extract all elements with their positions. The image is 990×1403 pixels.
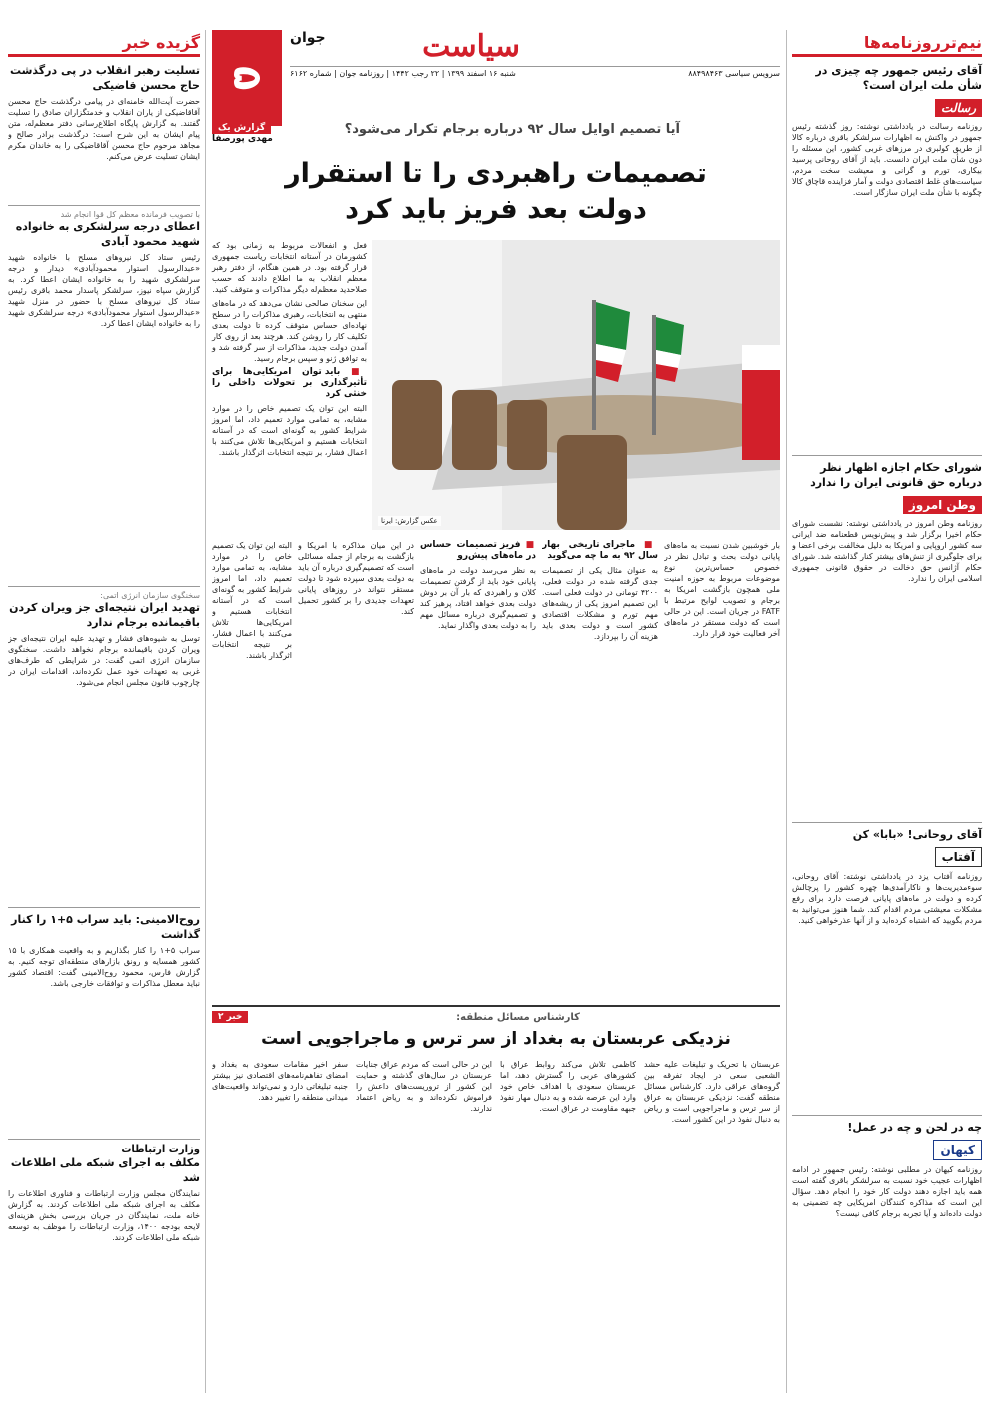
author: مهدی پورصفا — [212, 134, 273, 144]
left-item-1-body: حضرت آیت‌الله خامنه‌ای در پیامی درگذشت حاج محسن آقاقاضیکی از یاران انقلاب و خدمتگزاران صادق را تسلیت گفتند. به گزارش پایگاه اطلاع‌رسانی دفتر معظم‌له، متن پیام ایشان به این شرح است: درگذشت برادر صالح و مجاهد مرحوم حاج محسن آقاقاضیکی را به خاندان مکرم ایشان تسلیت عرض می‌کنم. — [8, 97, 200, 161]
bottom-col-1: عربستان با تحریک و تبلیغات علیه حشد الشعبی سعی در ایجاد تفرقه بین گروه‌های عراقی دارد. کارشناس مسائل منطقه گفت: نزدیکی عربستان به عراق از سر ترس و ماجراجویی است و ریاض به دنبال نفوذ در این کشور است. — [644, 1060, 780, 1124]
left-item-2-body: رئیس ستاد کل نیروهای مسلح با خانواده شهید «عبدالرسول استوار محمودآبادی» دیدار و درجه سرلشکری شهید را به خانواده ایشان اعطا کرد. به گزارش سپاه نیوز، سرلشکر پاسدار محمد باقری رئیس ستاد کل نیروهای مسلح با حضور در منزل شهید «عبدالرسول استوار محمودآبادی» درجه سرلشکری شهید را به خانواده ایشان اعطا کرد. — [8, 253, 200, 328]
right-item-1-body: روزنامه رسالت در یادداشتی نوشته: روز گذشته رئیس جمهور در واکنش به اظهارات سرلشکر باقری درباره کالا از طریق کولبری در مرزهای غربی کشور، این مسئله را دون شأن ملت ایران دانست. باید از آقای روحانی پرسید بیکاری، تورم و گرانی و معیشت سخت مردم، سیاست‌های غلط اقتصادی دولت و آمار فزاینده قاچاق کالا چگونه با شأن ملت ایران سازگار است. — [792, 122, 982, 197]
left-item-2 — [8, 210, 200, 582]
right-section-header — [792, 30, 982, 57]
main-body-col6: در این میان مذاکره با امریکا و بازگشت به برجام از جمله مسائلی است که تصمیم‌گیری درباره آن باید به دولت بعدی سپرده شود تا دولت مستقر نتواند در روزهای پایانی تعهدات جدیدی را بر کشور تحمیل کند. — [298, 541, 414, 616]
right-item-3-body: روزنامه آفتاب یزد در یادداشتی نوشته: آقای روحانی، سوءمدیریت‌ها و ناکارآمدی‌ها چهره کشور را پرچالش کرده و دولت در ماه‌های پایانی فرصت دارد برای رفع مشکلات معیشتی مردم اقدام کند. شما هنوز می‌توانید به مردم بگویید که اشتباه کرده‌اید و از آنها عذرخواهی کنید. — [792, 872, 982, 925]
left-item-5 — [8, 1144, 200, 1298]
left-item-2-kicker: با تصویب فرمانده معظم کل قوا انجام شد — [60, 210, 200, 219]
left-item-4 — [8, 912, 200, 1135]
main-body-col5: به نظر می‌رسد دولت در ماه‌های پایانی خود باید از گرفتن تصمیمات کلان و راهبردی که بار آن بر دوش دولت بعدی خواهد افتاد، پرهیز کند و تصمیم‌گیری درباره مسائل مهم را به دولت بعدی واگذار نماید. — [420, 566, 536, 630]
bottom-tag: خبر ۲ — [212, 1011, 248, 1023]
photo-caption: عکس گزارش: ایرنا — [378, 516, 441, 526]
section-title: سیاست — [422, 29, 520, 64]
subhead-1: ■ باید توان امریکایی‌ها برای تأثیرگذاری بر تحولات داخلی را خنثی کرد — [212, 367, 367, 400]
report-tag: گزارش یک — [212, 122, 271, 134]
left-item-3-headline: تهدید ایران نتیجه‌ای جز ویران کردن باقیمانده برجام ندارد — [9, 601, 200, 629]
masthead — [290, 30, 780, 90]
left-section-label: گزیده خبر — [122, 32, 200, 52]
bottom-col-3: این در حالی است که مردم عراق جنایات عربستان در سال‌های گذشته و حمایت این کشور از تروریست‌های داعش را فراموش نکرده‌اند و به ریاض اعتماد ندارند. — [356, 1060, 492, 1113]
left-item-3 — [8, 591, 200, 903]
dateline: شنبه ۱۶ اسفند ۱۳۹۹ | ۲۲ رجب ۱۴۴۲ | روزنامه جوان | شماره ۶۱۶۲ — [290, 69, 516, 78]
right-item-4-body: روزنامه کیهان در مطلبی نوشته: رئیس جمهور در ادامه اظهارات عجیب خود نسبت به سرلشکر باقری گفته است همه باید اجازه دهند دولت کار خود را انجام دهد. سؤال این است که مذاکره کنندگان امریکایی چه تضمینی به دولت داده‌اند و آیا تجربه برجام کافی نیست؟ — [792, 1165, 982, 1218]
main-body-col4: به عنوان مثال یکی از تصمیمات جدی گرفته شده در دولت فعلی، ۴۲۰۰ تومانی در دولت فعلی است. این تصمیم امروز یکی از ریشه‌های مهم تورم و مشکلات اقتصادی کشور است و دولت بعدی باید هزینه آن را بپردازد. — [542, 566, 658, 641]
main-body-col3: بار خوشبین شدن نسبت به ماه‌های پایانی دولت بحث و تبادل نظر در خصوص حساس‌ترین نوع موضوعات مربوط به حوزه امنیت ملی همچون بازگشت امریکا به برجام و تصویب لوایح مرتبط با FATF در جریان است. این در حالی است که دولت مستقر در ماه‌های آخر فعالیت خود قرار دارد. — [664, 541, 780, 638]
bottom-story — [212, 1005, 780, 1349]
main-body-column-3 — [664, 540, 780, 980]
left-item-5-headline: مکلف به اجرای شبکه ملی اطلاعات شد — [10, 1156, 200, 1184]
left-item-5-body: نمایندگان مجلس وزارت ارتباطات و فناوری اطلاعات را مکلف به اجرای شبکه ملی اطلاعات کردند. به گزارش خانه ملت، نمایندگان در جریان بررسی بخش هزینه‌ای لایحه بودجه ۱۴۰۰، وزارت ارتباطات را موظف به توسعه شبکه ملی اطلاعات کردند. — [8, 1189, 200, 1242]
newspaper-logo — [212, 30, 282, 126]
left-item-1-headline: تسلیت رهبر انقلاب در پی درگذشت حاج محسن قاضیکی — [9, 64, 200, 92]
logo-text: جوان — [290, 30, 326, 46]
left-section-header — [8, 30, 200, 57]
column-rule-right — [786, 30, 787, 1393]
left-item-4-headline: روح‌الامینی: باید سراب ۵+۱ را کنار گذاشت — [11, 913, 200, 941]
left-item-5-kicker: وزارت ارتباطات — [121, 1144, 200, 1155]
main-kicker: آیا تصمیم اوایل سال ۹۲ درباره برجام تکرار می‌شود؟ — [344, 122, 680, 137]
right-item-4-headline: چه در لحن و چه در عمل! — [847, 1121, 982, 1134]
main-body-b: البته این توان یک تصمیم خاص را در موارد مشابه، به تمامی موارد تعمیم داد، اما امروز شرایط کشور به گونه‌ای است که در آستانه انتخابات هستیم و امریکایی‌ها تلاش می‌کنند با اعمال فشار، بر نتیجه انتخابات اثرگذار باشند. — [212, 404, 367, 457]
main-story — [212, 115, 780, 228]
service-phone: سرویس سیاسی ۸۸۴۹۸۴۶۳ — [688, 69, 780, 78]
main-body-column-5 — [420, 540, 536, 980]
bottom-kicker: کارشناس مسائل منطقه: — [456, 1011, 580, 1023]
meeting-room-illustration — [372, 240, 780, 530]
main-body-column-1 — [212, 240, 367, 461]
bottom-col-2: کاظمی تلاش می‌کند روابط عراق با کشورهای عربی را گسترش دهد، اما عربستان سعودی با اهداف خاص خود وارد این عرصه شده و به دنبال مهار نفوذ جبهه مقاومت در عراق است. — [500, 1060, 636, 1113]
right-item-2-headline: شورای حکام اجازه اظهار نظر درباره حق قانونی ایران را ندارد — [810, 461, 982, 489]
right-section-label: نیم‌ترروزنامه‌ها — [863, 32, 982, 52]
right-item-1 — [792, 63, 982, 451]
bottom-col-4: سفر اخیر مقامات سعودی به بغداد و امضای تفاهم‌نامه‌های اقتصادی نیز بیشتر جنبه تبلیغاتی دارد و نمی‌تواند واقعیت‌های میدانی منطقه را تغییر دهد. — [212, 1060, 348, 1102]
source-logo-resalat: رسالت — [935, 99, 982, 117]
main-lead: فعل و انفعالات مربوط به زمانی بود که کشورمان در آستانه انتخابات ریاست جمهوری قرار گرفته بود. در همین هنگام، از دفتر رهبر معظم انقلاب به ما اطلاع دادند که حسب صلاحدید معظم‌له دیگر مذاکرات و متوقف کنید. — [212, 241, 367, 294]
right-item-2-body: روزنامه وطن امروز در یادداشتی نوشته: نشست شورای حکام اخیرا برگزار شد و پیش‌نویس قطعنامه ضد ایرانی سه کشور اروپایی و امریکا به دلیل مخالفت برخی اعضا و برای جلوگیری از تنش‌های بیشتر کنار گذاشته شد. شورای حکام آژانس حق دخالت در حقوق قانونی جمهوری اسلامی ایران را ندارد. — [792, 519, 982, 583]
left-item-2-headline: اعطای درجه سرلشکری به خانواده شهید محمود آبادی — [15, 220, 200, 248]
source-logo-kayhan: کیهان — [933, 1140, 982, 1160]
main-body-col7: البته این توان یک تصمیم خاص را در موارد مشابه، به تمامی موارد تعمیم داد، اما امروز شرایط کشور به گونه‌ای است که در آستانه انتخابات هستیم و امریکایی‌ها تلاش می‌کنند با اعمال فشار، بر نتیجه انتخابات اثرگذار باشند. — [212, 541, 292, 660]
source-logo-vatan: وطن امروز — [903, 496, 982, 514]
subhead-3: ■ فریز تصمیمات حساس در ماه‌های پیش‌رو — [420, 540, 536, 562]
left-item-1 — [8, 63, 200, 201]
meeting-room-photo — [372, 240, 780, 530]
source-logo-aftab: آفتاب — [935, 847, 982, 867]
right-item-3 — [792, 827, 982, 1111]
main-body-column-4 — [542, 540, 658, 980]
main-body-a: این سخنان صالحی نشان می‌دهد که در ماه‌های منتهی به انتخابات، رهبری مذاکرات را در سطح نهاده‌ای حساس متوقف کرده تا دولت بعدی تکلیف کار را روشن کند. هرچند بعد از روی کار آمدن دولت جدید، مذاکرات از سر گرفته شد و به توافق ژنو و سپس برجام رسید. — [212, 299, 367, 363]
right-item-2 — [792, 460, 982, 818]
main-body-column-7 — [212, 540, 292, 980]
page-number: ۵ — [224, 65, 270, 91]
right-column — [792, 30, 982, 1314]
left-item-3-kicker: سخنگوی سازمان انرژی اتمی: — [100, 591, 200, 600]
column-rule-left — [205, 30, 206, 1393]
left-column — [8, 30, 200, 1298]
left-item-3-body: توسل به شیوه‌های فشار و تهدید علیه ایران نتیجه‌ای جز ویران کردن باقیمانده برجام نخواهد داشت. سخنگوی سازمان انرژی اتمی گفت: در شرایطی که طرف‌های غربی به تعهدات خود عمل نکرده‌اند، اقدامات ایران در چارچوب قانون مجلس انجام می‌شود. — [8, 634, 200, 687]
main-headline: تصمیمات راهبردی را تا استقرار دولت بعد فریز باید کرد — [285, 158, 707, 225]
bottom-headline: نزدیکی عربستان به بغداد از سر ترس و ماجراجویی است — [261, 1029, 731, 1049]
right-item-3-headline: آقای روحانی! «بابا» کن — [852, 828, 982, 841]
right-item-4 — [792, 1120, 982, 1314]
main-body-column-6 — [298, 540, 414, 980]
right-item-1-headline: آقای رئیس جمهور چه چیزی در شأن ملت ایران است؟ — [815, 64, 982, 92]
subhead-2: ■ ماجرای تاریخی بهار سال ۹۲ به ما چه می‌گوید — [542, 540, 658, 562]
left-item-4-body: سراب ۵+۱ را کنار بگذاریم و به واقعیت همکاری با ۱۵ کشور همسایه و رونق بازارهای منطقه‌ای توجه کنیم. به گزارش فارس، محمود روح‌الامینی گفت: اقتصاد کشور نباید معطل مذاکرات و توافقات خارجی باشد. — [8, 946, 200, 988]
